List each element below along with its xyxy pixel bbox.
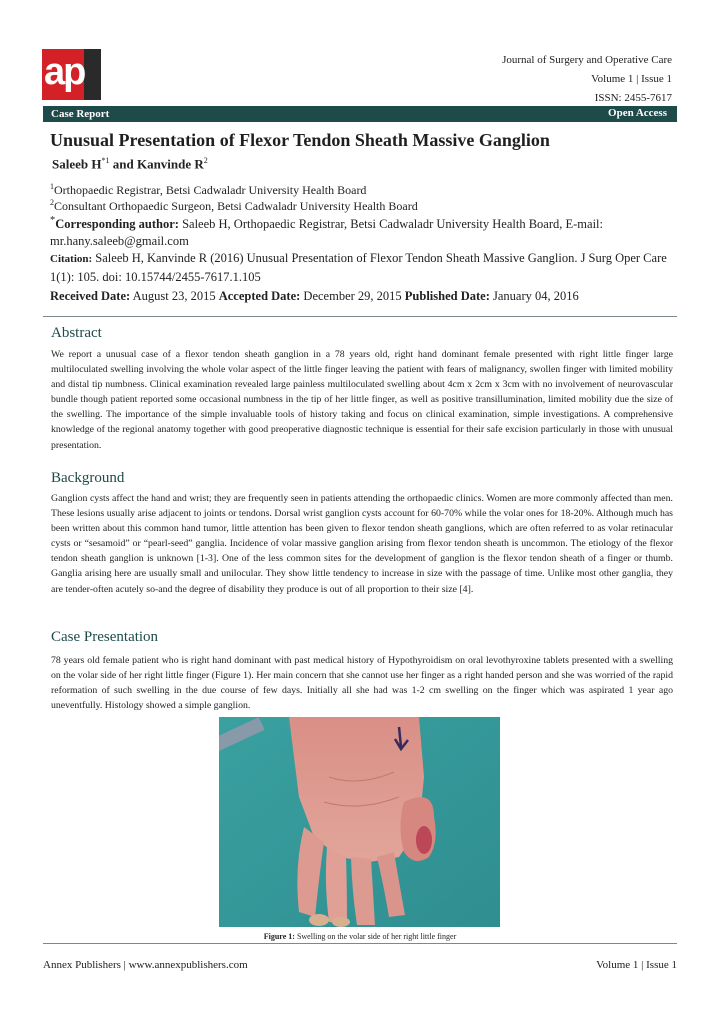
figure-hand-photo	[219, 717, 500, 927]
hand-illustration	[219, 717, 500, 927]
swollen-finger-shape	[401, 797, 436, 861]
abstract-heading: Abstract	[51, 325, 102, 341]
article-type-banner	[43, 106, 677, 122]
corresponding-author: *Corresponding author: Saleeb H, Orthopaedic Registrar, Betsi Cadwaladr University Health Board, E-mail: mr.hany.saleeb@gmail.com	[50, 215, 603, 249]
abstract-text: We report a unusual case of a flexor tendon sheath ganglion in a 78 years old, right hand dominant female presented with right little finger large multiloculated swelling involving the whole volar aspect of the little finger leaving the patient with fears of malignancy, swollen finger with limited mobility and distal tip numbness. Clinical examination revealed large painless multiloculated swelling about 4cm x 2cm x 3cm with no involvement of neurovascular bundle though patient reported some occasional numbness in the tip of her little finger, as well as positive transillumination, limited mobility due the size of the swelling. The importance of the simple invaluable tools of history taking and focus on clinical examination, simple investigations. A comprehensive knowledge of the regional anatomy together with good preoperative diagnostic technique is essential for their safe excision particularly in those with unusual presentation.	[51, 349, 673, 451]
open-access-label: Open Access	[608, 107, 667, 119]
article-dates: Received Date: August 23, 2015 Accepted Date: December 29, 2015 Published Date: January 04, 2016	[50, 289, 579, 303]
case-text: 78 years old female patient who is right hand dominant with past medical history of Hypothyroidism on oral levothyroxine tablets presented with a swelling on the volar side of her right little finger (Figure 1). Her main concern that she cannot use her finger as a right handed person and she was worried of the rapid reformation of such swelling in the due course of few days. Initially all she had was 1-2 cm swelling on the finger which was aspirated 1 year ago uneventfully. Histology showed a simple ganglion.	[51, 655, 673, 712]
journal-name: Journal of Surgery and Operative Care	[502, 54, 672, 66]
affiliation-1: $^1$Orthopaedic Registrar, Betsi Cadwaladr University Health Board	[50, 182, 367, 197]
citation	[50, 249, 680, 286]
received-date: August 23, 2015	[130, 289, 219, 303]
accepted-date: December 29, 2015	[300, 289, 405, 303]
footer-divider	[43, 943, 677, 944]
author-name: Saleeb H	[52, 156, 102, 172]
affiliation-2: $^2$Consultant Orthopaedic Surgeon, Betsi Cadwaladr University Health Board	[50, 198, 418, 213]
journal-info	[502, 51, 672, 108]
finger-shape	[326, 847, 347, 924]
footer-volume-issue: Volume 1 | Issue 1	[596, 959, 677, 971]
article-title: Unusual Presentation of Flexor Tendon Sheath Massive Ganglion	[50, 130, 550, 150]
background-heading: Background	[51, 470, 125, 486]
published-date: January 04, 2016	[489, 289, 579, 303]
author-separator: and	[109, 156, 137, 172]
background-text: Ganglion cysts affect the hand and wrist; they are frequently seen in patients attending the orthopaedic clinics. Women are more commonly affected than men. These lesions usually arise adjacent to joints or tendons. Dorsal wrist ganglion cysts account for 60-70% while the volar ones for 18-20%. Although much has been written about this common hand tumor, little attention has been given to flexor tendon sheath ganglions, which are often referred to as volar retinacular cysts or “sesamoid” or “pearl-seed” ganglia. Incidence of volar massive ganglion arising from flexor tendon sheath is uncommon. The etiology of the flexor tendon sheath ganglion is unknown [1-3]. One of the less common sites for the development of ganglion is the flexor tendon sheath of a finger or thumb. Ganglia arising here are usually small and unilocular. They show little tendency to increase in size with the passage of time. Unlike most other ganglia, they are tender-often acutely so-and the degree of disability they produce is out of all proportion to their size [4].	[51, 493, 673, 595]
journal-issn: ISSN: 2455-7617	[594, 92, 672, 104]
author-sup: 2	[203, 156, 208, 165]
citation-label: Citation:	[50, 253, 93, 265]
corr-text: Saleeb H, Orthopaedic Registrar, Betsi Cadwaladr University Health Board, E-mail: mr.hany.saleeb@gmail.com	[50, 217, 603, 249]
footer-publisher: Annex Publishers | www.annexpublishers.com	[43, 959, 248, 971]
citation-text: Saleeb H, Kanvinde R (2016) Unusual Presentation of Flexor Tendon Sheath Massive Ganglion. J Surg Oper Care 1(1): 105. doi: 10.15744/2455-7617.1.105	[50, 251, 667, 284]
figure-caption: Figure 1: Swelling on the volar side of her right little finger	[263, 932, 457, 941]
article-type: Case Report	[51, 108, 110, 120]
author-name: Kanvinde R	[136, 156, 204, 172]
logo-text: ap	[44, 51, 85, 93]
corr-label: Corresponding author:	[55, 217, 179, 232]
author-sup: *1	[101, 156, 110, 165]
author-list	[52, 156, 208, 172]
publisher-logo	[42, 49, 101, 100]
swelling-mark	[416, 826, 432, 854]
case-heading: Case Presentation	[51, 629, 159, 645]
divider	[43, 316, 677, 317]
journal-volume-issue: Volume 1 | Issue 1	[591, 73, 672, 85]
